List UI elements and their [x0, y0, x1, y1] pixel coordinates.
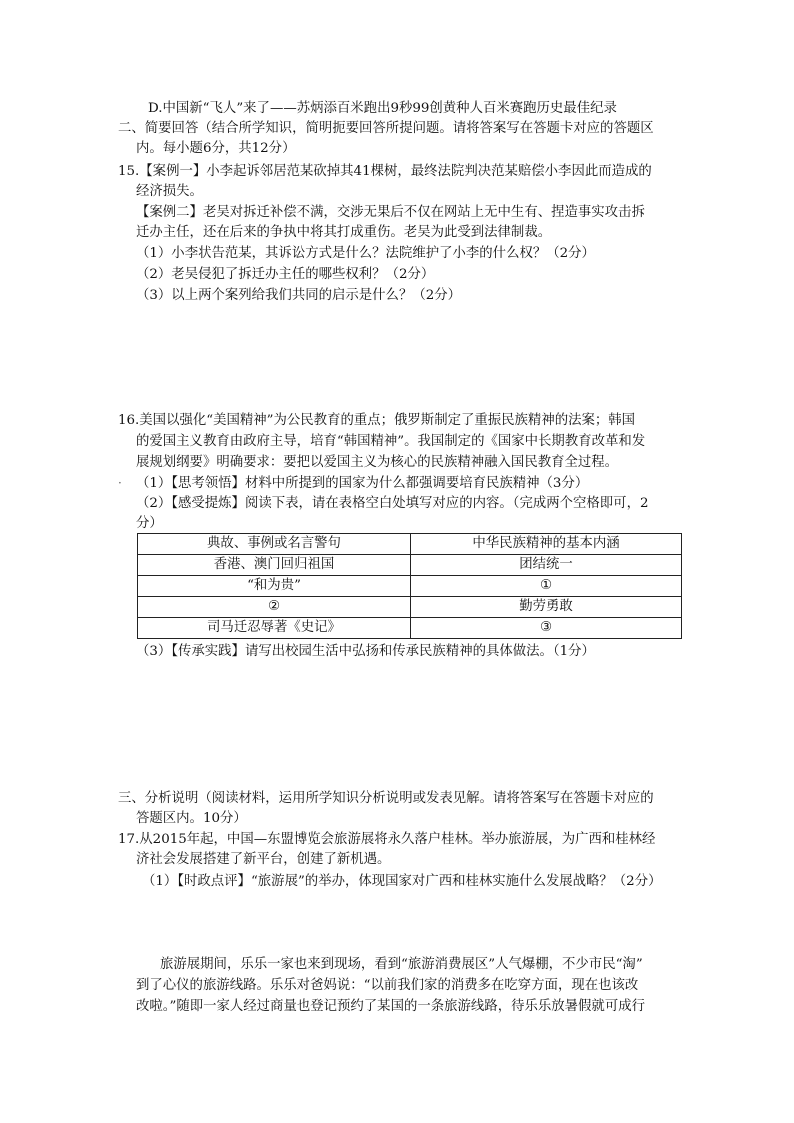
section-2-heading: 二、简要回答（结合所学知识，简明扼要回答所提问题。请将答案写在答题卡对应的答题区 [118, 121, 654, 136]
stray-dot: · [118, 476, 122, 490]
table-header-row [138, 534, 682, 555]
q15-case1-cont: 经济损失。 [136, 184, 203, 199]
q15-case2-cont: 迁办主任，还在后来的争执中将其打成重伤。老吴为此受到法律制裁。 [136, 225, 552, 240]
table-row [138, 597, 682, 618]
table-cell: ② [138, 597, 411, 618]
q17-sub1: （1）【时政点评】“旅游展”的举办，体现国家对广西和桂林实施什么发展战略？（2分） [142, 874, 662, 889]
q15-sub3: （3）以上两个案列给我们共同的启示是什么？（2分） [136, 288, 462, 303]
q17-stem: 17.从2015年起，中国—东盟博览会旅游展将永久落户桂林。举办旅游展，为广西和桂林经 [118, 832, 656, 847]
q16-sub1: （1）【思考领悟】材料中所提到的国家为什么都强调要培育民族精神（3分） [136, 476, 589, 491]
table-cell: “和为贵” [138, 576, 411, 597]
q16-sub2: （2）【感受提炼】阅读下表，请在表格空白处填写对应的内容。（完成两个空格即可，2 [136, 496, 649, 511]
section-2-heading-cont: 内。每小题6分，共12分） [136, 141, 296, 156]
section-3-heading: 三、分析说明（阅读材料，运用所学知识分析说明或发表见解。请将答案写在答题卡对应的 [118, 791, 654, 806]
q16-stem-cont2: 展规划纲要》明确要求：要把以爱国主义为核心的民族精神融入国民教育全过程。 [136, 455, 619, 470]
table-header-cell: 典故、事例或名言警句 [138, 534, 411, 555]
table-cell: 勤劳勇敢 [411, 597, 682, 618]
q17-material-cont2: 改啦。”随即一家人经过商量也登记预约了某国的一条旅游线路，待乐乐放暑假就可成行 [136, 999, 645, 1014]
q16-stem-cont1: 的爱国主义教育由政府主导，培育“韩国精神”。我国制定的《国家中长期教育改革和发 [136, 434, 646, 449]
q15-sub1: （1）小李状告范某，其诉讼方式是什么？法院维护了小李的什么权？（2分） [136, 246, 595, 261]
table-row [138, 576, 682, 597]
table-cell: ③ [411, 618, 682, 639]
q15-case2: 【案例二】老吴对拆迁补偿不满，交涉无果后不仅在网站上无中生有、捏造事实攻击拆 [136, 205, 645, 220]
table-cell: 司马迁忍辱著《史记》 [138, 618, 411, 639]
q16-sub3: （3）【传承实践】请写出校园生活中弘扬和传承民族精神的具体做法。（1分） [136, 644, 595, 659]
table-header-cell: 中华民族精神的基本内涵 [411, 534, 682, 555]
table-row [138, 555, 682, 576]
q16-stem: 16.美国以强化“美国精神”为公民教育的重点；俄罗斯制定了重振民族精神的法案；韩国 [118, 413, 636, 428]
q17-material: 旅游展期间，乐乐一家也来到现场，看到“旅游消费展区”人气爆棚，不少市民“淘” [160, 957, 643, 972]
section-3-heading-cont: 答题区内。10分） [136, 811, 247, 826]
table-cell: ① [411, 576, 682, 597]
q15-sub2: （2）老吴侵犯了拆迁办主任的哪些权利？（2分） [136, 267, 435, 282]
table-row [138, 618, 682, 639]
q15-case1: 15.【案例一】小李起诉邻居范某砍掉其41棵树，最终法院判决范某赔偿小李因此而造成的 [118, 164, 652, 179]
table-cell: 团结统一 [411, 555, 682, 576]
option-d: D.中国新“飞人”来了——苏炳添百米跑出9秒99创黄种人百米赛跑历史最佳纪录 [148, 101, 617, 116]
q17-stem-cont: 济社会发展搭建了新平台，创建了新机遇。 [136, 852, 391, 867]
q17-material-cont1: 到了心仪的旅游线路。乐乐对爸妈说：“以前我们家的消费多在吃穿方面，现在也该改 [136, 978, 639, 993]
q16-sub2-cont: 分） [136, 516, 163, 531]
table-cell: 香港、澳门回归祖国 [138, 555, 411, 576]
spirit-table [137, 533, 682, 639]
